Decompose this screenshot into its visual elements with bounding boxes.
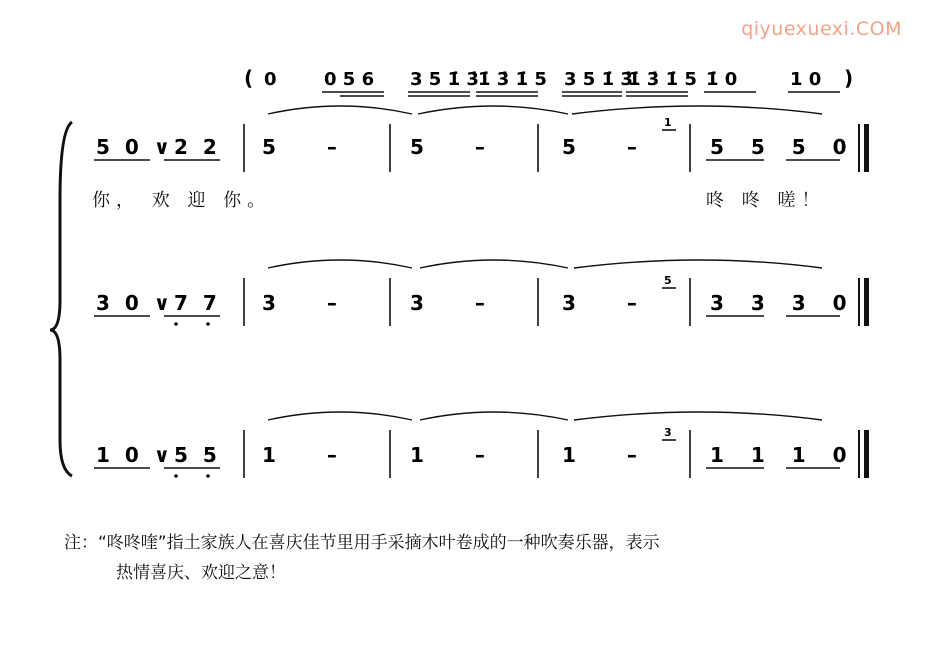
intro-group-2: 0 5 6 (324, 69, 375, 90)
intro-close-paren: ) (844, 66, 854, 90)
bottom-pickup: 1 0 ∨5 5 (96, 443, 221, 467)
middle-low-dots (174, 322, 210, 326)
system-brace (50, 122, 72, 476)
bottom-m1: 1 – (262, 443, 359, 467)
intro-group-3: 3 5 1̇ 3̇ (410, 69, 479, 90)
slurs-middle (268, 260, 822, 268)
middle-m3: 3 – (562, 291, 659, 315)
top-m1: 5 – (262, 135, 359, 159)
lyric-left: 你， 欢 迎 你。 (92, 190, 272, 211)
intro-group-7: 1̇ 0 (706, 69, 738, 90)
top-m3: 5 – (562, 135, 659, 159)
top-pickup: 5 0 ∨2 2 (96, 135, 221, 159)
bottom-low-dots (174, 474, 210, 478)
bottom-grace: 3 (664, 426, 672, 439)
slurs-bottom (268, 412, 822, 420)
lyric-right: 咚 咚 嗟！ (706, 190, 826, 211)
bottom-m3: 1 – (562, 443, 659, 467)
footnote-line-1: 注：“咚咚喹”指土家族人在喜庆佳节里用手采摘木叶卷成的一种吹奏乐器，表示 (64, 533, 660, 553)
intro-group-4: 1̇ 3̇ 1̇ 5 (478, 69, 547, 90)
slurs-top (268, 106, 822, 114)
top-m4: 5 5 5 0 (710, 135, 857, 159)
middle-m1: 3 – (262, 291, 359, 315)
middle-m4: 3 3 3 0 (710, 291, 857, 315)
top-grace: 1 (664, 116, 672, 129)
intro-group-6: 1̇ 3̇ 1̇ 5 (628, 69, 697, 90)
intro-group-1: 0 (264, 69, 277, 90)
intro-open-paren: ( (244, 66, 254, 90)
intro-group-8: 1 0 (790, 69, 822, 90)
footnote-line-2: 热情喜庆、欢迎之意！ (116, 563, 286, 583)
middle-m2: 3 – (410, 291, 507, 315)
intro-underlines (322, 92, 840, 96)
middle-pickup: 3 0 ∨7 7 (96, 291, 221, 315)
intro-group-5: 3 5 1̇ 3̇ (564, 69, 633, 90)
bottom-m2: 1 – (410, 443, 507, 467)
watermark: qiyuexuexi.COM (741, 18, 902, 40)
middle-grace: 5 (664, 274, 672, 287)
bottom-m4: 1 1 1 0 (710, 443, 857, 467)
final-barlines (858, 124, 869, 478)
top-m2: 5 – (410, 135, 507, 159)
